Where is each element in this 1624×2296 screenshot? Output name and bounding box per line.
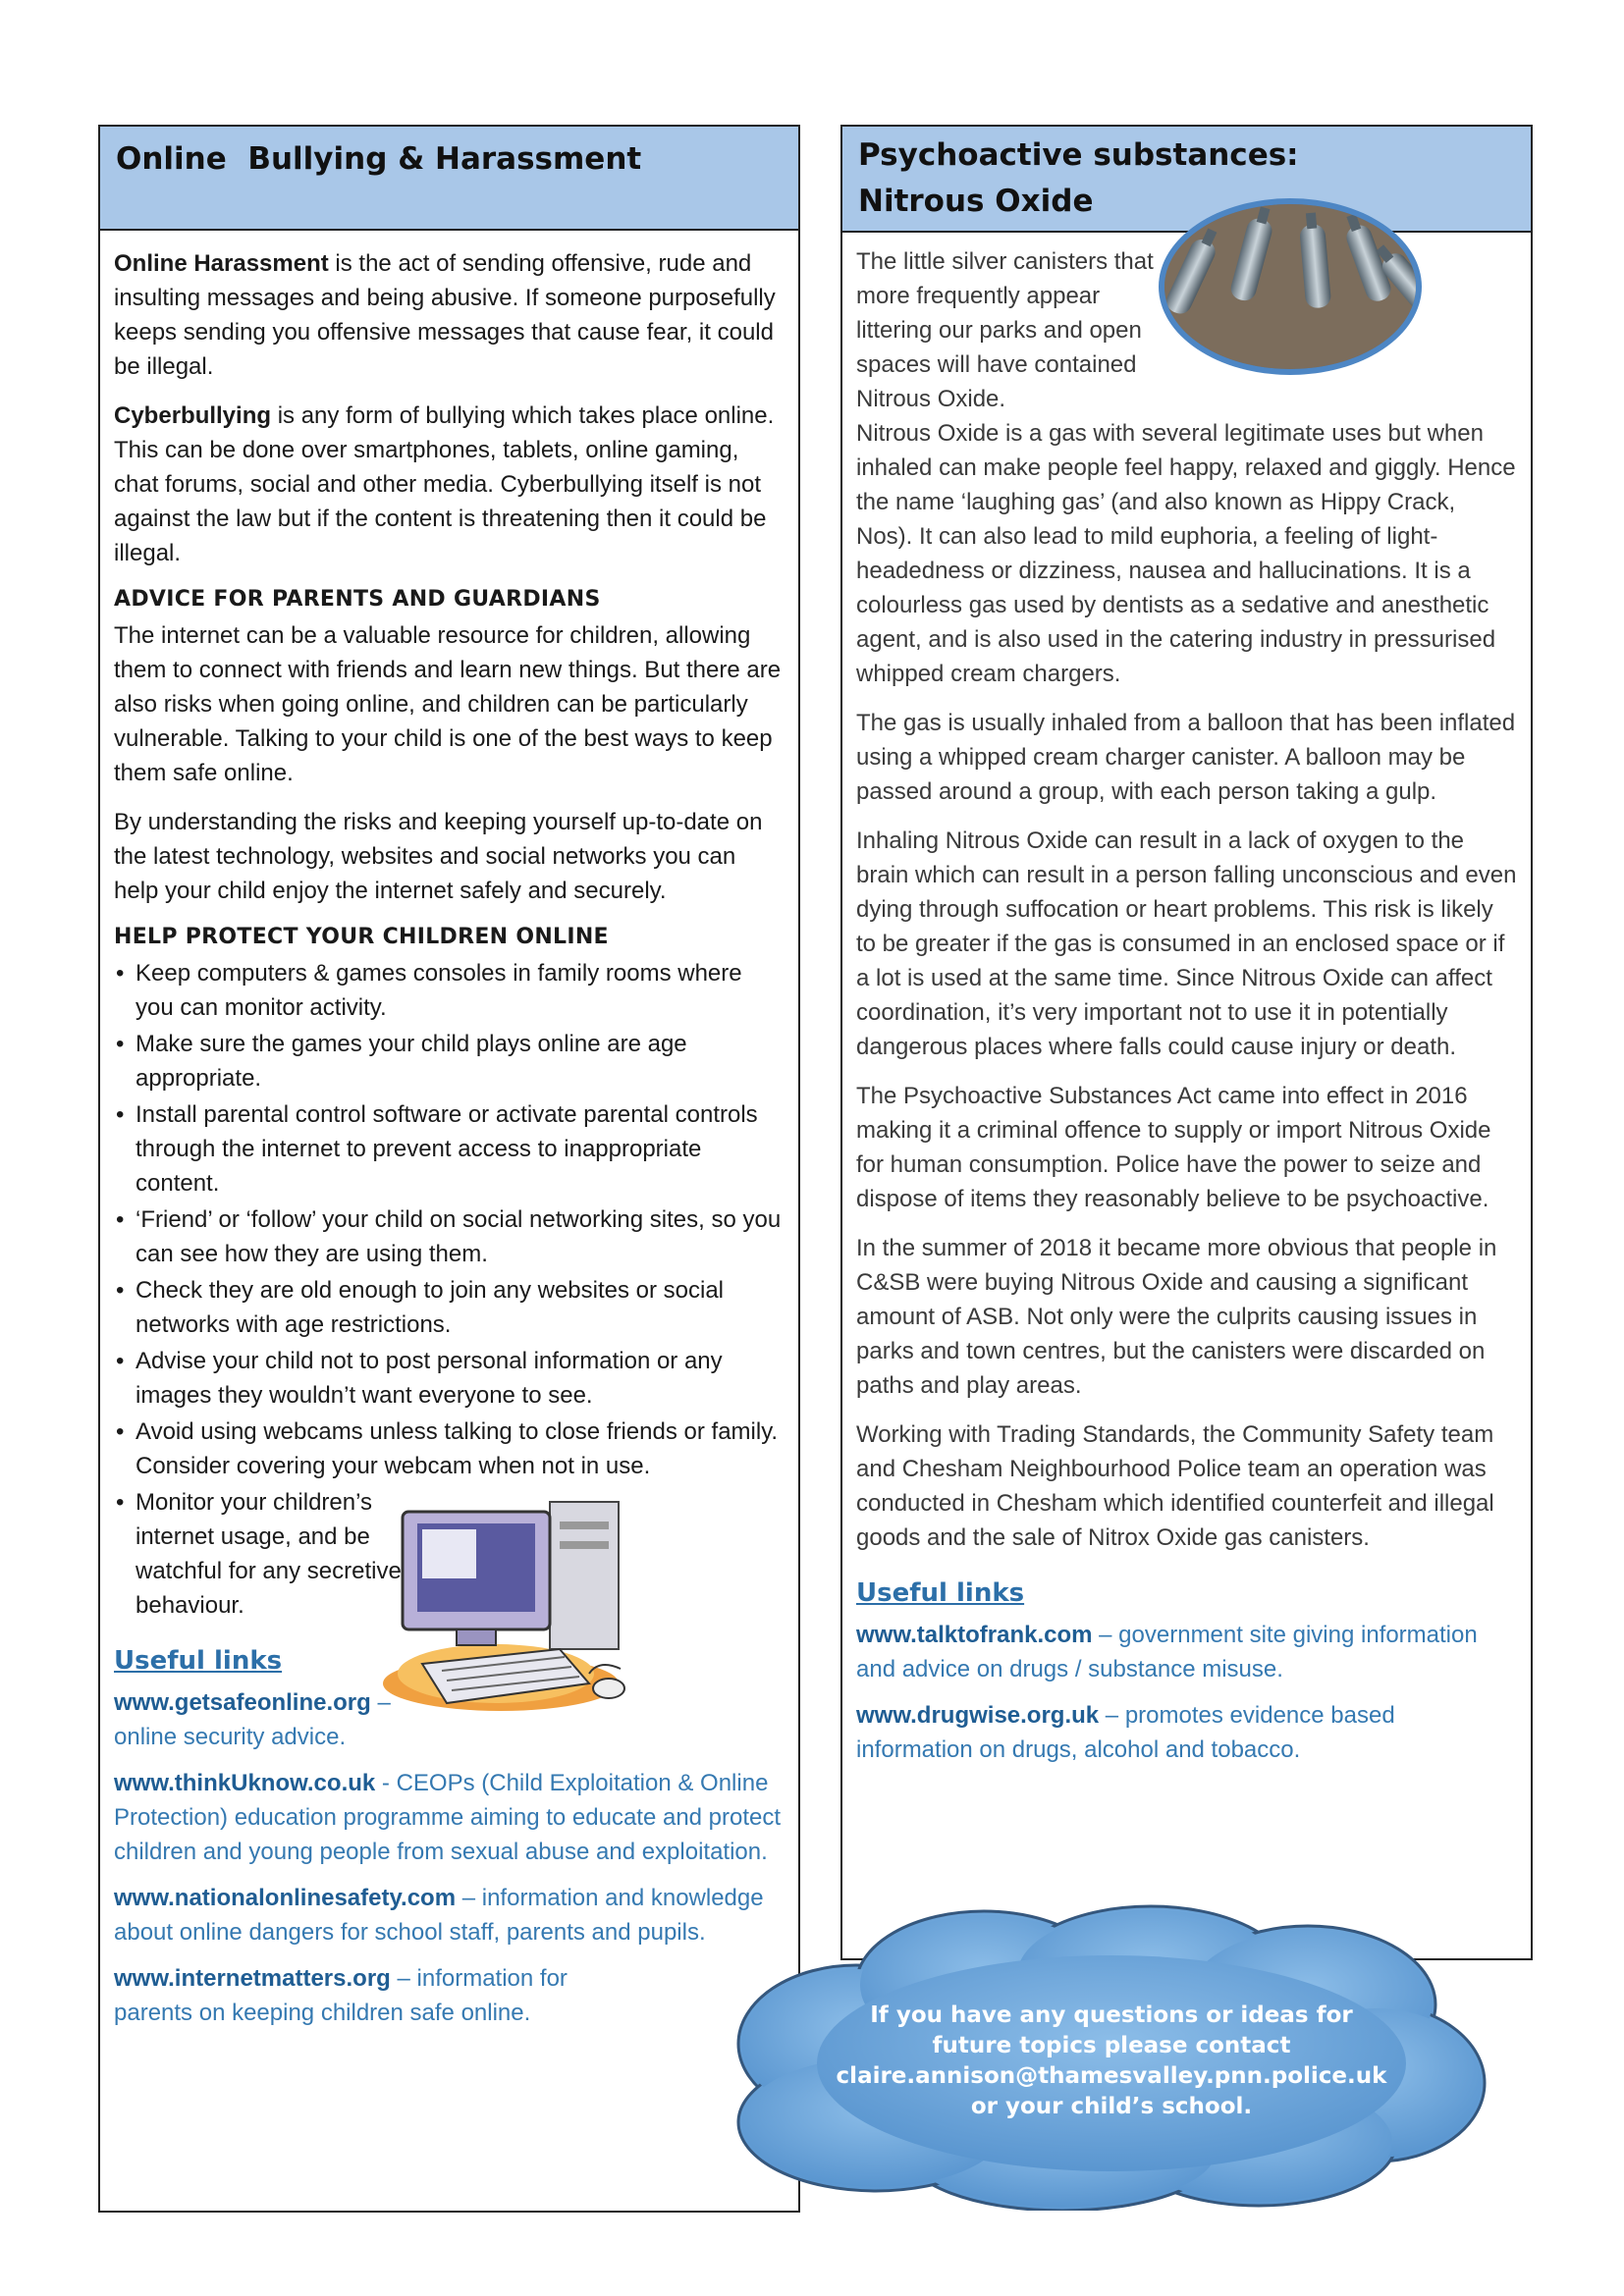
nitrous-paragraph-1: Nitrous Oxide is a gas with several legitimate uses but when inhaled can make people feel happy, relaxed and giggly. Hence the name ‘laughing gas’ (and also known as Hippy Crack, Nos). It can also lead to mild euphoria, a feeling of light-headedness or dizziness, nausea and hallucinations. It is a colourless gas used by dentists as a sedative and anesthetic agent, and is also used in the catering industry in pressurised whipped cream chargers. xyxy=(856,420,1516,687)
link-drugwise[interactable] xyxy=(856,1698,1517,1767)
nitrous-paragraph-3: Inhaling Nitrous Oxide can result in a lack of oxygen to the brain which can result in a person falling unconscious and even dying through suffocation or heart problems. This risk is likely to be greater if the gas is consumed in an enclosed space or if a lot is used at the same time. Since Nitrous Oxide can affect coordination, it’s very important not to use it in potentially dangerous places where falls could cause injury or death. xyxy=(856,828,1517,1060)
harassment-paragraph xyxy=(114,246,785,384)
nitrous-paragraph-4: The Psychoactive Substances Act came into effect in 2016 making it a criminal offence to supply or import Nitrous Oxide for human consumption. Police have the power to seize and dispose of items they reasonably believe to be psychoactive. xyxy=(856,1083,1491,1212)
right-panel-title-line1: Psychoactive substances: xyxy=(858,137,1299,173)
right-panel-body xyxy=(842,233,1531,1767)
link-url[interactable]: www.getsafeonline.org xyxy=(114,1689,371,1716)
link-desc: – promotes evidence based information on drugs, alcohol and tobacco. xyxy=(856,1702,1395,1763)
cloud-contact-text xyxy=(827,2001,1396,2122)
link-talktofrank[interactable] xyxy=(856,1618,1517,1686)
link-thinkuknow[interactable] xyxy=(114,1766,785,1869)
list-item: • Advise your child not to post personal information or any images they wouldn’t want everyone to see. xyxy=(114,1344,785,1413)
link-url[interactable]: www.thinkUknow.co.uk xyxy=(114,1770,376,1796)
nitrous-paragraph-2: The gas is usually inhaled from a balloon that has been inflated using a whipped cream charger canister. A balloon may be passed around a group, with each person taking a gulp. xyxy=(856,710,1516,805)
left-panel xyxy=(98,125,800,2213)
list-item: • Keep computers & games consoles in family rooms where you can monitor activity. xyxy=(114,956,785,1025)
nitrous-paragraph-6: Working with Trading Standards, the Community Safety team and Chesham Neighbourhood Police team an operation was conducted in Chesham which identified counterfeit and illegal goods and the sale of Nitrox Oxide gas canisters. xyxy=(856,1421,1494,1551)
left-panel-body xyxy=(100,231,798,2030)
right-panel xyxy=(840,125,1533,1960)
harassment-term: Online Harassment xyxy=(114,250,329,277)
list-item: • Monitor your children’s internet usage, and be watchful for any secretive behaviour. xyxy=(114,1485,430,1623)
list-item: • Install parental control software or activate parental controls through the internet to prevent access to inappropriate content. xyxy=(114,1097,785,1201)
advice-heading: ADVICE FOR PARENTS AND GUARDIANS xyxy=(114,587,601,612)
link-url[interactable]: www.internetmatters.org xyxy=(114,1965,391,1992)
link-url[interactable]: www.drugwise.org.uk xyxy=(856,1702,1100,1729)
advice-paragraph-1: The internet can be a valuable resource for children, allowing them to connect with friends and learn new things. But there are also risks when going online, and children can be particularly vulnerable. Talking to your child is one of the best ways to keep them safe online. xyxy=(114,622,782,786)
cloud-line-4: or your child’s school. xyxy=(970,2094,1253,2119)
nitrous-paragraph-5: In the summer of 2018 it became more obvious that people in C&SB were buying Nitrous Oxide and causing a significant amount of ASB. Not only were the culprits causing issues in parks and town centres, but the canisters were discarded on paths and play areas. xyxy=(856,1235,1497,1399)
advice-paragraph-2: By understanding the risks and keeping yourself up-to-date on the latest technology, websites and social networks you can help your child enjoy the internet safely and securely. xyxy=(114,809,763,904)
right-panel-title-line2: Nitrous Oxide xyxy=(858,184,1094,219)
link-internetmatters[interactable] xyxy=(114,1961,644,2030)
cloud-line-2: future topics please contact xyxy=(932,2033,1291,2058)
computer-illustration xyxy=(363,1463,648,1728)
link-desc: – government site giving information and advice on drugs / substance misuse. xyxy=(856,1622,1478,1682)
list-item: • Check they are old enough to join any websites or social networks with age restrictions. xyxy=(114,1273,785,1342)
list-item: • Avoid using webcams unless talking to close friends or family. Consider covering your webcam when not in use. xyxy=(114,1415,785,1483)
right-links-heading: Useful links xyxy=(856,1578,1025,1608)
link-desc: – information and knowledge about online dangers for school staff, parents and pupils. xyxy=(114,1885,764,1946)
link-desc: - CEOPs (Child Exploitation & Online Protection) education programme aiming to educate and protect children and young people from sexual abuse and exploitation. xyxy=(114,1770,782,1865)
link-nationalonlinesafety[interactable] xyxy=(114,1881,785,1949)
left-links-heading: Useful links xyxy=(114,1646,283,1676)
intro-paragraph: The little silver canisters that more frequently appear littering our parks and open spaces will have contained Nitrous Oxide. xyxy=(856,248,1154,412)
harassment-text: is the act of sending offensive, rude and insulting messages and being abusive. If someone purposefully keeps sending you offensive messages that cause fear, it could be illegal. xyxy=(114,250,776,380)
cyberbullying-text: is any form of bullying which takes place online. This can be done over smartphones, tablets, online gaming, chat forums, social and other media. Cyberbullying itself is not against the law but if the content is threatening then it could be illegal. xyxy=(114,402,775,566)
list-item: • ‘Friend’ or ‘follow’ your child on social networking sites, so you can see how they are using them. xyxy=(114,1202,785,1271)
link-desc: – information for parents on keeping children safe online. xyxy=(114,1965,568,2026)
left-panel-title: Online Bullying & Harassment xyxy=(116,141,642,177)
help-heading: HELP PROTECT YOUR CHILDREN ONLINE xyxy=(114,925,609,949)
list-item: • Make sure the games your child plays online are age appropriate. xyxy=(114,1027,785,1095)
cloud-email[interactable]: claire.annison@thamesvalley.pnn.police.uk xyxy=(836,2063,1387,2089)
link-url[interactable]: www.talktofrank.com xyxy=(856,1622,1093,1648)
link-url[interactable]: www.nationalonlinesafety.com xyxy=(114,1885,457,1911)
nitrous-canisters-photo xyxy=(1157,196,1424,377)
left-panel-header xyxy=(100,127,798,231)
cyberbullying-term: Cyberbullying xyxy=(114,402,272,429)
cloud-line-1: If you have any questions or ideas for xyxy=(870,2002,1353,2028)
cyberbullying-paragraph xyxy=(114,399,785,570)
link-desc: – online security advice. xyxy=(114,1689,391,1750)
